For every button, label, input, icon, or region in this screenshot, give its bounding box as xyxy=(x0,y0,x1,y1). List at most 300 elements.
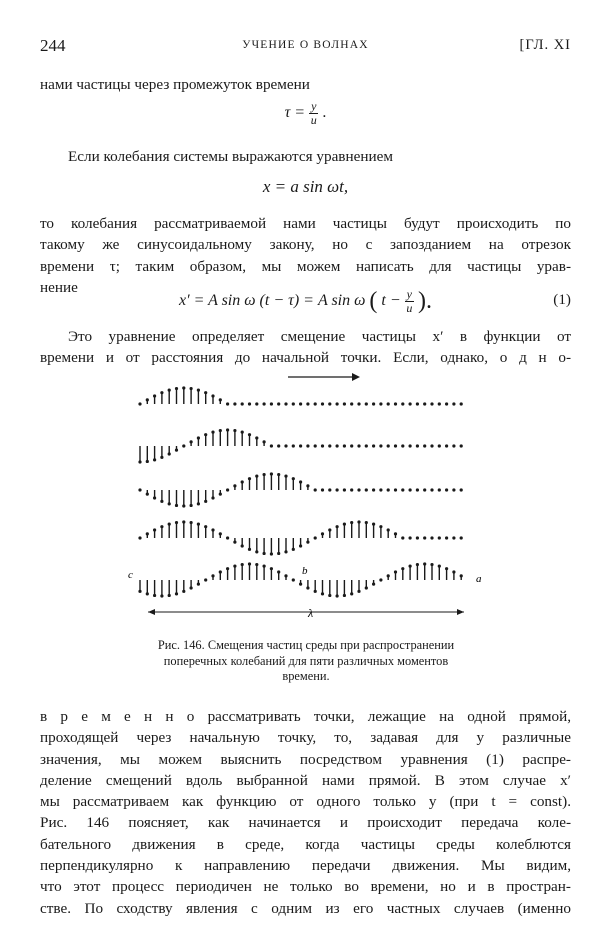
particle xyxy=(343,488,346,491)
particle xyxy=(204,391,207,404)
particle-dot xyxy=(423,444,426,447)
particle xyxy=(219,398,222,404)
particle-row xyxy=(138,562,462,597)
particle-dot xyxy=(197,436,200,439)
figure-caption xyxy=(110,638,502,685)
particle-dot xyxy=(460,444,463,447)
particle-dot xyxy=(182,444,185,447)
eq-tau-denominator: u xyxy=(310,113,317,127)
particle-dot xyxy=(175,504,178,507)
particle-row xyxy=(138,428,462,463)
particle xyxy=(416,444,419,447)
particle xyxy=(357,488,360,491)
particle-row xyxy=(138,472,462,507)
particle xyxy=(394,402,397,405)
particle-dot xyxy=(321,488,324,491)
particle xyxy=(197,389,200,404)
particle-dot xyxy=(416,563,419,566)
particle-dot xyxy=(277,552,280,555)
particle-dot xyxy=(138,402,141,405)
particle xyxy=(430,536,433,539)
particle xyxy=(197,436,200,446)
particle xyxy=(146,532,149,538)
particle xyxy=(328,528,331,538)
particle-dot xyxy=(226,536,229,539)
particle-dot xyxy=(299,444,302,447)
particle-dot xyxy=(248,402,251,405)
particle xyxy=(336,580,339,598)
particle-dot xyxy=(277,444,280,447)
eq1-denominator: u xyxy=(406,301,413,315)
text-line: значения, мы можем выяснить посредством уравнения (1) распре- xyxy=(40,750,571,768)
particle-dot xyxy=(365,444,368,447)
particle xyxy=(321,444,324,447)
particle-dot xyxy=(211,528,214,531)
particle xyxy=(146,490,149,496)
particle-dot xyxy=(321,444,324,447)
particle-dot xyxy=(241,480,244,483)
particle-dot xyxy=(379,578,382,581)
particle-dot xyxy=(160,500,163,503)
particle-dot xyxy=(343,402,346,405)
particle xyxy=(416,536,419,539)
particle xyxy=(248,433,251,446)
particle xyxy=(204,490,207,503)
particle xyxy=(226,402,229,405)
particle xyxy=(241,538,244,548)
particle-dot xyxy=(372,444,375,447)
particle-dot xyxy=(153,458,156,461)
particle xyxy=(445,488,448,491)
particle xyxy=(387,528,390,538)
particle-dot xyxy=(365,488,368,491)
particle xyxy=(175,446,178,452)
caption-line: Рис. 146. Смещения частиц среды при распространении xyxy=(157,638,455,652)
caption-line: времени. xyxy=(282,669,330,683)
particle-dot xyxy=(328,444,331,447)
particle xyxy=(197,580,200,586)
particle xyxy=(190,580,193,590)
particle-dot xyxy=(343,488,346,491)
paragraph-4 xyxy=(40,326,571,369)
particle-dot xyxy=(153,496,156,499)
particle xyxy=(153,490,156,500)
particle-dot xyxy=(190,521,193,524)
particle xyxy=(160,391,163,404)
particle xyxy=(445,536,448,539)
particle-dot xyxy=(197,583,200,586)
particle-dot xyxy=(430,402,433,405)
particle xyxy=(241,563,244,580)
particle xyxy=(284,574,287,580)
particle-dot xyxy=(168,523,171,526)
particle xyxy=(394,488,397,491)
particle-dot xyxy=(182,590,185,593)
particle-dot xyxy=(357,444,360,447)
particle-dot xyxy=(160,456,163,459)
particle xyxy=(350,580,353,595)
particle-dot xyxy=(452,570,455,573)
particle-dot xyxy=(197,389,200,392)
particle xyxy=(387,444,390,447)
text-line: Если колебания системы выражаются уравнением xyxy=(68,148,393,165)
particle xyxy=(226,567,229,580)
particle-dot xyxy=(204,391,207,394)
lambda-label: λ xyxy=(308,606,314,620)
particle-dot xyxy=(168,389,171,392)
particle xyxy=(430,488,433,491)
particle xyxy=(160,525,163,538)
page-number: 244 xyxy=(40,36,66,55)
particle-dot xyxy=(416,402,419,405)
particle xyxy=(219,490,222,496)
particle xyxy=(263,440,266,446)
paragraph-3 xyxy=(40,213,571,298)
particle-dot xyxy=(452,536,455,539)
particle xyxy=(452,402,455,405)
particle-dot xyxy=(452,444,455,447)
particle xyxy=(372,523,375,538)
particle-dot xyxy=(292,548,295,551)
particle-dot xyxy=(219,532,222,535)
particle xyxy=(255,436,258,446)
running-header xyxy=(40,36,571,58)
particle-dot xyxy=(460,488,463,491)
particle-dot xyxy=(379,444,382,447)
particle-dot xyxy=(350,402,353,405)
particle xyxy=(299,402,302,405)
particle-dot xyxy=(336,402,339,405)
particle-dot xyxy=(233,402,236,405)
particle xyxy=(233,402,236,405)
particle xyxy=(423,536,426,539)
particle xyxy=(197,523,200,538)
particle-dot xyxy=(284,574,287,577)
particle xyxy=(226,536,229,539)
particle xyxy=(379,578,382,581)
particle xyxy=(138,536,141,539)
particle-dot xyxy=(241,544,244,547)
particle-dot xyxy=(430,563,433,566)
particle-dot xyxy=(350,444,353,447)
particle xyxy=(452,488,455,491)
particle xyxy=(226,488,229,491)
label-b: b xyxy=(302,565,308,577)
particle-dot xyxy=(314,536,317,539)
equation-x xyxy=(40,177,571,197)
eq-tau-tail: . xyxy=(322,104,327,122)
particle-dot xyxy=(255,402,258,405)
particle-dot xyxy=(138,488,141,491)
eq-tau-numerator: y xyxy=(311,99,317,113)
particle-dot xyxy=(299,402,302,405)
particle-dot xyxy=(409,444,412,447)
equation-1 xyxy=(40,288,571,315)
particle-dot xyxy=(153,394,156,397)
particle-dot xyxy=(233,565,236,568)
particle xyxy=(445,567,448,580)
particle-dot xyxy=(438,565,441,568)
particle xyxy=(138,402,141,405)
particle xyxy=(299,538,302,548)
particle-dot xyxy=(226,428,229,431)
particle-dot xyxy=(160,391,163,394)
particle xyxy=(409,488,412,491)
particle-dot xyxy=(328,594,331,597)
particle-dot xyxy=(211,496,214,499)
particle-dot xyxy=(372,523,375,526)
particle xyxy=(168,389,171,404)
particle-dot xyxy=(423,536,426,539)
particle xyxy=(263,565,266,580)
particle xyxy=(299,444,302,447)
particle-dot xyxy=(270,552,273,555)
particle-dot xyxy=(343,594,346,597)
particle xyxy=(233,484,236,490)
particle xyxy=(211,394,214,404)
particle-dot xyxy=(372,402,375,405)
particle-dot xyxy=(379,525,382,528)
particle xyxy=(211,431,214,446)
particle xyxy=(248,402,251,405)
particle xyxy=(204,433,207,446)
particle xyxy=(409,402,412,405)
particle-dot xyxy=(204,578,207,581)
particle-dot xyxy=(270,472,273,475)
particle-dot xyxy=(306,484,309,487)
particle xyxy=(175,580,178,595)
particle xyxy=(336,402,339,405)
particle xyxy=(423,444,426,447)
text-line: нение xyxy=(40,278,78,296)
particle xyxy=(255,563,258,580)
particle xyxy=(336,525,339,538)
particle-dot xyxy=(270,567,273,570)
particle-dot xyxy=(336,525,339,528)
eq1-part1: x′ = A sin ω (t − τ) = A sin ω xyxy=(178,292,366,310)
particle-dot xyxy=(460,574,463,577)
particle xyxy=(226,428,229,446)
particle-dot xyxy=(416,488,419,491)
particle-dot xyxy=(438,488,441,491)
particle-dot xyxy=(430,444,433,447)
text-line: деление смещений вдоль выбранной нами прямой. В этом случае x′ xyxy=(40,771,571,789)
particle xyxy=(233,429,236,446)
particle-dot xyxy=(263,565,266,568)
particle xyxy=(365,488,368,491)
particle xyxy=(211,574,214,580)
particle-dot xyxy=(387,528,390,531)
particle xyxy=(204,525,207,538)
particle-dot xyxy=(350,521,353,524)
particle xyxy=(394,444,397,447)
particle xyxy=(394,570,397,580)
particle-dot xyxy=(438,402,441,405)
particle xyxy=(321,580,324,595)
particle-dot xyxy=(387,402,390,405)
particle-dot xyxy=(350,488,353,491)
particle-dot xyxy=(306,402,309,405)
particle-dot xyxy=(460,402,463,405)
eq1-close-paren: ). xyxy=(418,288,432,314)
particle xyxy=(328,488,331,491)
particle-dot xyxy=(182,520,185,523)
particle xyxy=(270,538,273,556)
text-line: времени и от расстояния до начальной точки. Если, однако, о д н о- xyxy=(40,349,571,367)
particle-dot xyxy=(401,402,404,405)
particle-dot xyxy=(321,402,324,405)
particle xyxy=(190,521,193,538)
particle xyxy=(328,580,331,597)
particle-dot xyxy=(219,493,222,496)
particle-dot xyxy=(387,488,390,491)
particle-dot xyxy=(255,475,258,478)
particle xyxy=(314,536,317,539)
particle-dot xyxy=(284,444,287,447)
particle xyxy=(416,563,419,580)
particle xyxy=(306,484,309,490)
particle xyxy=(241,431,244,446)
particle-dot xyxy=(452,402,455,405)
particle-dot xyxy=(445,536,448,539)
particle xyxy=(438,488,441,491)
particle-dot xyxy=(241,563,244,566)
text-line: проходящей через начальную точку, то, задавая для y различные xyxy=(40,729,571,747)
particle xyxy=(430,444,433,447)
particle-dot xyxy=(314,488,317,491)
particle xyxy=(350,444,353,447)
particle-dot xyxy=(270,444,273,447)
particle xyxy=(160,490,163,503)
paragraph-5 xyxy=(40,706,571,919)
particle xyxy=(277,402,280,405)
particle xyxy=(328,444,331,447)
particle xyxy=(357,444,360,447)
eq1-fraction xyxy=(405,288,414,315)
particle xyxy=(255,538,258,553)
particle-dot xyxy=(190,440,193,443)
particle-dot xyxy=(394,570,397,573)
particle xyxy=(219,429,222,446)
particle-dot xyxy=(328,528,331,531)
particle xyxy=(168,580,171,597)
particle-dot xyxy=(357,520,360,523)
particle xyxy=(372,444,375,447)
wave-figure xyxy=(120,368,500,628)
particle xyxy=(343,402,346,405)
text-line: что этот процесс периодичен не только во времени, но и в простран- xyxy=(40,878,571,896)
particle-dot xyxy=(204,433,207,436)
particle-dot xyxy=(146,532,149,535)
particle-dot xyxy=(255,563,258,566)
particle xyxy=(365,521,368,538)
text-line: перпендикулярно к направлению передачи движения. Мы видим, xyxy=(40,857,571,875)
equation-tau xyxy=(40,100,571,127)
particle xyxy=(292,477,295,490)
particle-dot xyxy=(438,444,441,447)
particle xyxy=(350,402,353,405)
particle-dot xyxy=(277,402,280,405)
particle-dot xyxy=(365,402,368,405)
particle xyxy=(460,574,463,580)
particle-dot xyxy=(357,488,360,491)
particle-dot xyxy=(423,562,426,565)
particle xyxy=(416,402,419,405)
particle xyxy=(306,402,309,405)
particle-dot xyxy=(365,586,368,589)
particle xyxy=(452,570,455,580)
text-line: Рис. 146 поясняет, как начинается и происходит передача коле- xyxy=(40,814,571,832)
particle xyxy=(270,402,273,405)
propagation-arrow xyxy=(288,373,360,381)
particle xyxy=(357,580,360,593)
particle xyxy=(460,536,463,539)
particle-dot xyxy=(160,525,163,528)
particle xyxy=(314,580,317,593)
particle-dot xyxy=(387,444,390,447)
particle-dot xyxy=(219,398,222,401)
particle-dot xyxy=(146,398,149,401)
text-line: бательного движения в среде, когда частицы среды колеблются xyxy=(40,835,571,853)
particle xyxy=(445,444,448,447)
particle xyxy=(197,490,200,505)
particle xyxy=(343,580,346,597)
particle-rows xyxy=(138,386,462,597)
particle xyxy=(379,444,382,447)
particle xyxy=(270,567,273,580)
wavelength-arrow xyxy=(148,609,464,615)
particle xyxy=(306,538,309,544)
particle xyxy=(292,402,295,405)
particle xyxy=(409,444,412,447)
particle xyxy=(182,520,185,538)
particle xyxy=(350,521,353,538)
particle-dot xyxy=(190,586,193,589)
particle xyxy=(277,444,280,447)
particle xyxy=(146,580,149,595)
particle-dot xyxy=(328,488,331,491)
particle-dot xyxy=(306,586,309,589)
particle-dot xyxy=(423,402,426,405)
particle xyxy=(299,580,302,586)
particle xyxy=(372,580,375,586)
particle-dot xyxy=(248,477,251,480)
particle xyxy=(379,525,382,538)
particle xyxy=(357,520,360,538)
particle-dot xyxy=(233,429,236,432)
particle-dot xyxy=(160,594,163,597)
particle-dot xyxy=(314,590,317,593)
particle xyxy=(263,473,266,490)
particle xyxy=(387,574,390,580)
particle xyxy=(248,477,251,490)
particle xyxy=(284,402,287,405)
particle xyxy=(263,402,266,405)
particle xyxy=(350,488,353,491)
particle-dot xyxy=(138,460,141,463)
particle xyxy=(343,523,346,538)
particle xyxy=(277,473,280,490)
particle-dot xyxy=(401,536,404,539)
particle xyxy=(423,562,426,580)
caption-line: поперечных колебаний для пяти различных моментов xyxy=(163,653,449,668)
particle xyxy=(401,488,404,491)
particle xyxy=(365,402,368,405)
particle xyxy=(153,580,156,597)
particle-dot xyxy=(292,444,295,447)
particle-dot xyxy=(226,488,229,491)
particle xyxy=(153,528,156,538)
